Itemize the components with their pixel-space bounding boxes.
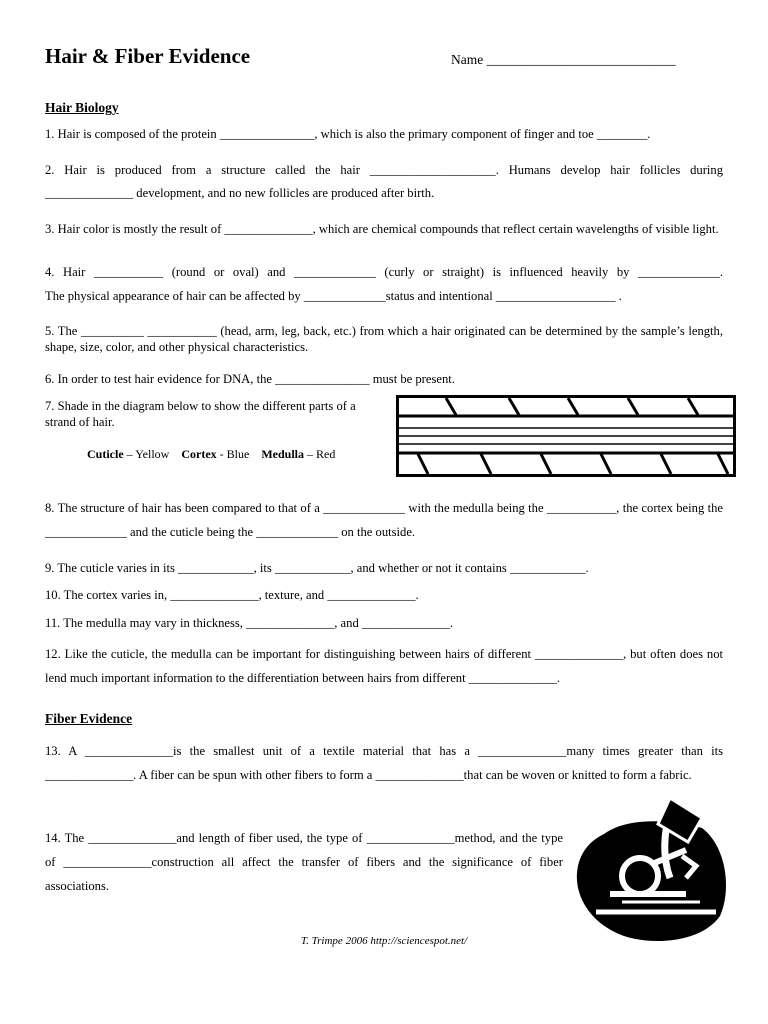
cuticle-scales-top bbox=[446, 398, 698, 415]
question-14: 14. The ______________and length of fiber used, the type of ______________method, and the type of ______________construction all affect the transfer of fibers and the significance of fiber associations. bbox=[45, 831, 563, 893]
hair-legend bbox=[87, 447, 335, 462]
question-13: 13. A ______________is the smallest unit of a textile material that has a ______________many times greater than its ______________. A fiber can be spun with other fibers to form a ______________that can be woven or knitted to form a fabric. bbox=[45, 744, 723, 782]
legend-cuticle-color: – Yellow bbox=[123, 447, 170, 461]
question-9: 9. The cuticle varies in its ____________, its ____________, and whether or not it contains ____________. bbox=[45, 561, 589, 575]
question-1: 1. Hair is composed of the protein _______________, which is also the primary component of finger and toe ________. bbox=[45, 127, 651, 141]
legend-medulla: Medulla bbox=[261, 447, 305, 461]
footer-credit: T. Trimpe 2006 http://sciencespot.net/ bbox=[300, 935, 468, 947]
legend-cuticle: Cuticle bbox=[87, 447, 124, 461]
cuticle-scales-bottom bbox=[418, 454, 728, 474]
question-11: 11. The medulla may vary in thickness, ______________, and ______________. bbox=[45, 616, 454, 630]
question-6: 6. In order to test hair evidence for DNA, the _______________ must be present. bbox=[45, 372, 455, 386]
name-field-label: Name ____________________________ bbox=[451, 52, 676, 67]
question-12: 12. Like the cuticle, the medulla can be important for distinguishing between hairs of different ______________, but often does not lend much important information to the differentiation between hairs from different ______________. bbox=[45, 647, 723, 685]
question-3: 3. Hair color is mostly the result of ______________, which are chemical compounds that reflect certain wavelengths of visible light. bbox=[45, 222, 719, 236]
question-10: 10. The cortex varies in, ______________, texture, and ______________. bbox=[45, 588, 419, 602]
question-4-line-2: The physical appearance of hair can be affected by _____________status and intentional ___________________ . bbox=[45, 289, 622, 303]
question-5: 5. The __________ ___________ (head, arm, leg, back, etc.) from which a hair originated can be determined by the sample’s length, shape, size, color, and other physical characteristics. bbox=[45, 324, 723, 354]
page-title: Hair & Fiber Evidence bbox=[45, 44, 251, 68]
hair-strand-diagram bbox=[396, 395, 736, 477]
legend-cortex-color: - Blue bbox=[216, 447, 250, 461]
question-2-line-2: ______________ development, and no new follicles are produced after birth. bbox=[45, 186, 435, 200]
question-2-line-1: 2. Hair is produced from a structure called the hair ____________________. Humans develop hair follicles during bbox=[45, 163, 723, 177]
question-8: 8. The structure of hair has been compared to that of a _____________ with the medulla being the ___________, the cortex being the _____________ and the cuticle being the _____________ on the outside. bbox=[45, 501, 723, 539]
fiber-evidence-heading: Fiber Evidence bbox=[45, 711, 133, 726]
legend-cortex: Cortex bbox=[181, 447, 217, 461]
microscope-icon bbox=[574, 794, 732, 944]
hair-biology-heading: Hair Biology bbox=[45, 100, 119, 115]
legend-medulla-color: – Red bbox=[304, 447, 336, 461]
question-7: 7. Shade in the diagram below to show the different parts of a strand of hair. bbox=[45, 399, 356, 429]
question-4-line-1: 4. Hair ___________ (round or oval) and _____________ (curly or straight) is influenced heavily by _____________. bbox=[45, 265, 723, 279]
